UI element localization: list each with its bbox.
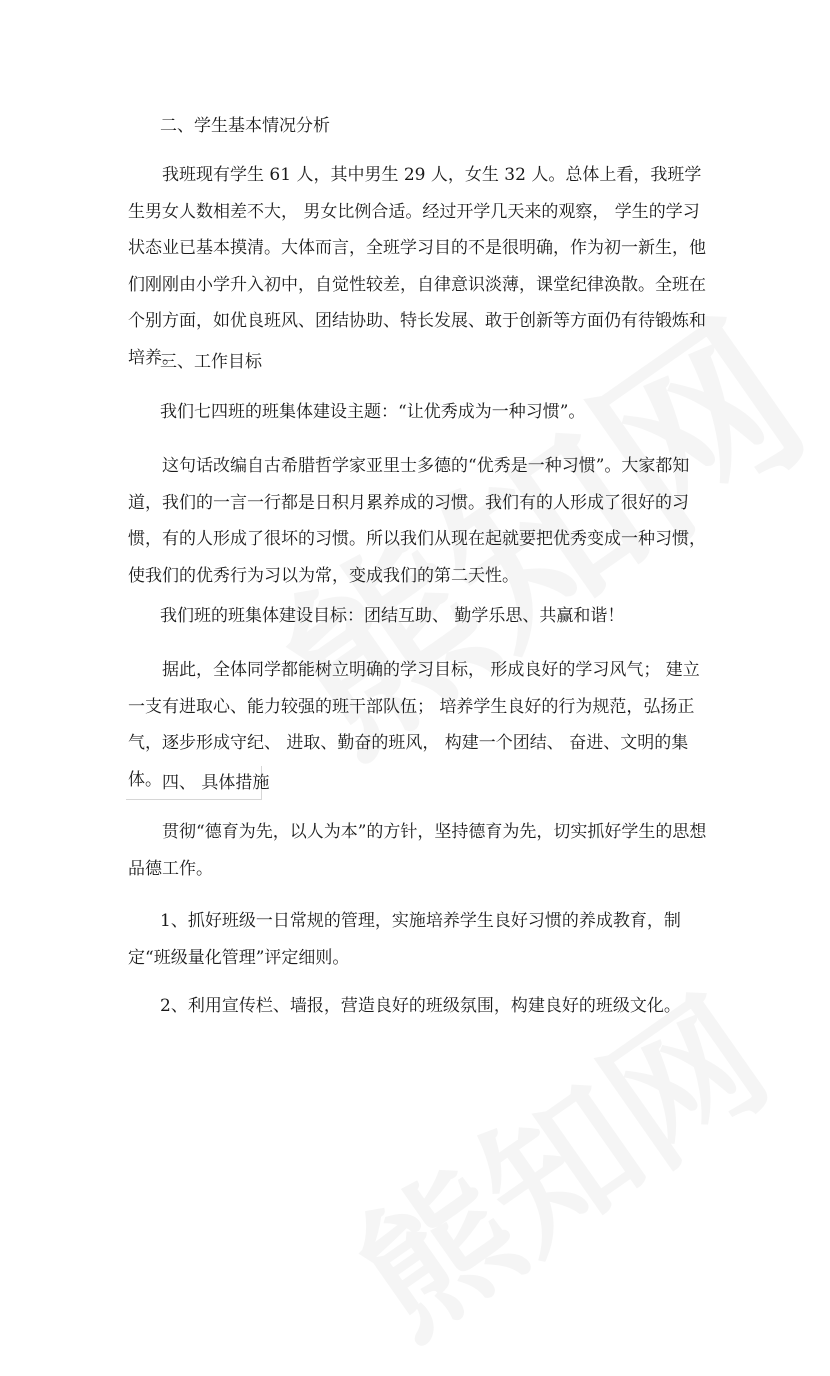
section-heading-measures: 四、 具体措施 (126, 766, 262, 800)
paragraph-class-goal: 我们班的班集体建设目标：团结互助、 勤学乐思、共赢和谐！ (160, 606, 625, 626)
paragraph-class-theme: 我们七四班的班集体建设主题：“让优秀成为一种习惯”。 (160, 402, 586, 422)
paragraph-moral-education: 贯彻“德育为先，以人为本”的方针，坚持德育为先，切实抓好学生的思想品德工作。 (128, 822, 707, 879)
list-item-measure-2: 2、利用宣传栏、墙报，营造良好的班级氛围，构建良好的班级文化。 (160, 996, 681, 1016)
paragraph-student-situation: 我班现有学生 61 人，其中男生 29 人，女生 32 人。总体上看，我班学生男女人数相差不大， 男女比例合适。经过开学几天来的观察， 学生的学习状态业已基本摸清。大体而言，全班学习目的不是很明确，作为初一新生，他们刚刚由小学升入初中，自觉性较差，自律意识淡薄，课堂纪律涣散。全班在个别方面，如优良班风、团结协助、特长发展、敢于创新等方面仍有待锻炼和培养。 (128, 165, 706, 368)
list-item-measure-1: 1、抓好班级一日常规的管理，实施培养学生良好习惯的养成教育，制定“班级量化管理”评定细则。 (128, 911, 681, 968)
section-heading-analysis: 二、学生基本情况分析 (160, 116, 330, 136)
paragraph-accordingly: 据此，全体同学都能树立明确的学习目标， 形成良好的学习风气； 建立一支有进取心、能力较强的班干部队伍； 培养学生良好的行为规范，弘扬正气，逐步形成守纪、 进取、勤奋的班风， 构建一个团结、 奋进、文明的集体。 (128, 660, 700, 790)
paragraph-aristotle-quote: 这句话改编自古希腊哲学家亚里士多德的“优秀是一种习惯”。大家都知道，我们的一言一行都是日积月累养成的习惯。我们有的人形成了很好的习惯，有的人形成了很坏的习惯。所以我们从现在起就要把优秀变成一种习惯，使我们的优秀行为习以为常，变成我们的第二天性。 (128, 456, 706, 586)
section-heading-goals: 三、工作目标 (160, 352, 262, 372)
